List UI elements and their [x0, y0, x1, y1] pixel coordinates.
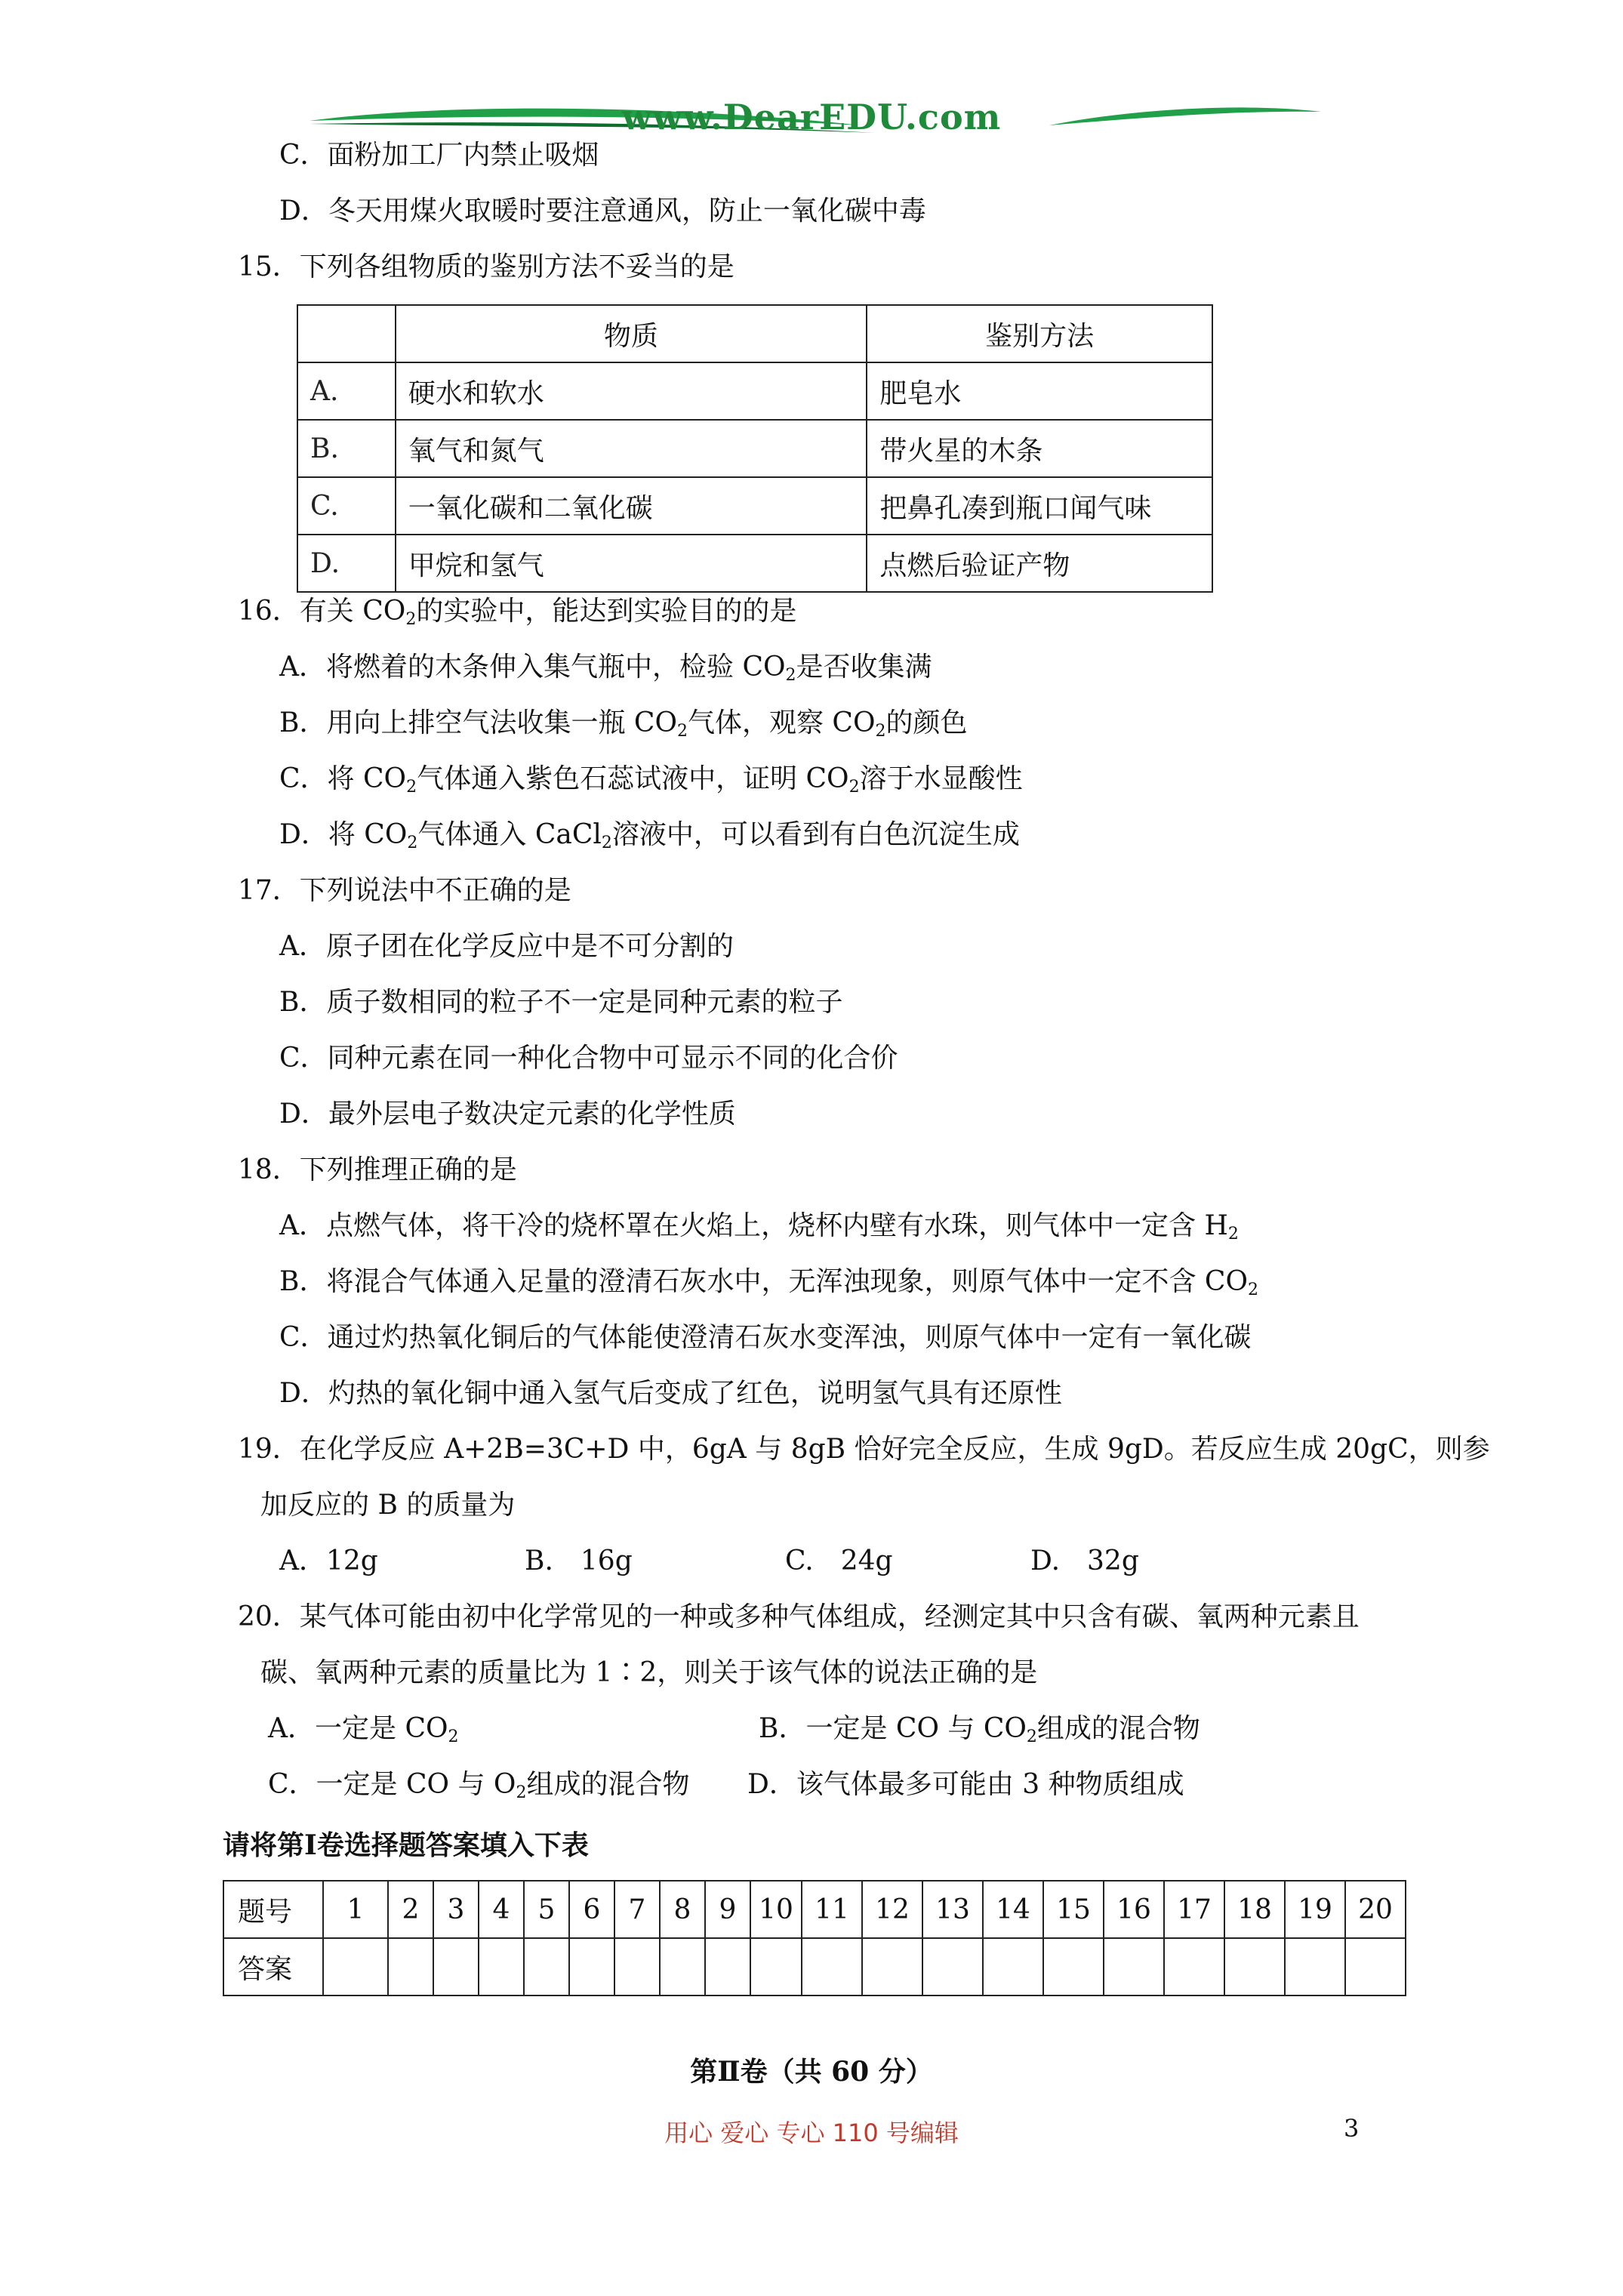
section2-title: 第Ⅱ卷（共 60 分） [690, 2056, 933, 2088]
table-cell [297, 305, 396, 362]
table-header-substance: 物质 [396, 305, 867, 362]
q19-stem-line1: 19．在化学反应 A+2B=3C+D 中，6gA 与 8gB 恰好完全反应，生成 9gD。若反应生成 20gC，则参 [238, 1434, 1490, 1465]
answer-input-cell[interactable] [1285, 1938, 1345, 1996]
q20-option-d: D．该气体最多可能由 3 种物质组成 [747, 1769, 1184, 1800]
answer-table [223, 1880, 1406, 1996]
answer-number-cell: 13 [922, 1881, 983, 1938]
q16-stem: 16．有关 $CO_2$的实验中，能达到实验目的的是 [238, 596, 797, 629]
q18-option-b: B．将混合气体通入足量的澄清石灰水中，无浑浊现象，则原气体中一定不含 $CO_2$ [279, 1266, 1258, 1299]
answer-number-cell: 16 [1104, 1881, 1164, 1938]
answer-number-cell: 11 [802, 1881, 862, 1938]
table-cell: 把鼻孔凑到瓶口闻气味 [867, 477, 1212, 535]
answer-input-cell[interactable] [479, 1938, 524, 1996]
answer-input-cell[interactable] [1224, 1938, 1285, 1996]
answer-table-header-answer: 答案 [223, 1938, 323, 1996]
answer-number-cell: 12 [862, 1881, 922, 1938]
answer-number-cell: 1 [323, 1881, 388, 1938]
q17-stem: 17．下列说法中不正确的是 [238, 875, 571, 906]
answer-number-cell: 19 [1285, 1881, 1345, 1938]
q20-option-b: B．一定是 CO 与 $CO_2$组成的混合物 [759, 1713, 1200, 1746]
table-cell: 氧气和氮气 [396, 420, 867, 477]
answer-number-cell: 4 [479, 1881, 524, 1938]
answer-input-cell[interactable] [802, 1938, 862, 1996]
q18-stem: 18．下列推理正确的是 [238, 1154, 517, 1185]
q19-option-d: D. 32g [1030, 1546, 1139, 1576]
table-cell: B. [297, 420, 396, 477]
answer-input-cell[interactable] [922, 1938, 983, 1996]
answer-input-cell[interactable] [750, 1938, 802, 1996]
table-cell: 带火星的木条 [867, 420, 1212, 477]
answer-number-cell: 2 [388, 1881, 433, 1938]
answer-input-cell[interactable] [983, 1938, 1043, 1996]
q16-option-c: C．将 $CO_2$气体通入紫色石蕊试液中，证明 $CO_2$溶于水显酸性 [279, 763, 1023, 797]
q15-table [297, 304, 1213, 593]
answer-number-cell: 20 [1345, 1881, 1406, 1938]
answer-input-cell[interactable] [660, 1938, 705, 1996]
footer-slogan: 用心 爱心 专心 110 号编辑 [664, 2119, 959, 2147]
q19-option-c: C. 24g [785, 1546, 893, 1576]
table-row [223, 1881, 1406, 1938]
q19-option-b: B. 16g [525, 1546, 633, 1576]
table-row [297, 477, 1212, 535]
table-cell: 甲烷和氢气 [396, 535, 867, 592]
answer-input-cell[interactable] [614, 1938, 660, 1996]
q17-option-b: B．质子数相同的粒子不一定是同种元素的粒子 [279, 987, 843, 1018]
answer-input-cell[interactable] [705, 1938, 750, 1996]
table-header-method: 鉴别方法 [867, 305, 1212, 362]
answer-number-cell: 8 [660, 1881, 705, 1938]
answer-number-cell: 18 [1224, 1881, 1285, 1938]
answer-input-cell[interactable] [1164, 1938, 1224, 1996]
q20-option-c: C．一定是 CO 与 $O_2$组成的混合物 [268, 1769, 690, 1802]
page-number: 3 [1344, 2114, 1360, 2143]
header-site: www.DearEDU.com [621, 97, 1002, 137]
q16-option-a: A．将燃着的木条伸入集气瓶中，检验 $CO_2$是否收集满 [279, 652, 932, 685]
q17-option-a: A．原子团在化学反应中是不可分割的 [279, 931, 734, 962]
q14-option-c: C．面粉加工厂内禁止吸烟 [279, 140, 599, 171]
answer-input-cell[interactable] [433, 1938, 479, 1996]
table-cell: 肥皂水 [867, 362, 1212, 420]
answer-input-cell[interactable] [1345, 1938, 1406, 1996]
q16-option-d: D．将 $CO_2$气体通入 CaCl$_2$溶液中，可以看到有白色沉淀生成 [279, 819, 1020, 852]
answer-input-cell[interactable] [524, 1938, 569, 1996]
answer-input-cell[interactable] [569, 1938, 614, 1996]
table-cell: 点燃后验证产物 [867, 535, 1212, 592]
table-cell: C. [297, 477, 396, 535]
q18-option-c: C．通过灼热氧化铜后的气体能使澄清石灰水变浑浊，则原气体中一定有一氧化碳 [279, 1322, 1252, 1353]
q16-option-b: B．用向上排空气法收集一瓶 $CO_2$气体，观察 $CO_2$的颜色 [279, 707, 968, 741]
answer-number-cell: 3 [433, 1881, 479, 1938]
table-row [297, 420, 1212, 477]
answer-number-cell: 5 [524, 1881, 569, 1938]
table-cell: 一氧化碳和二氧化碳 [396, 477, 867, 535]
table-cell: A. [297, 362, 396, 420]
q19-stem-line2: 加反应的 B 的质量为 [260, 1490, 516, 1521]
q18-option-a: A．点燃气体，将干冷的烧杯罩在火焰上，烧杯内壁有水珠，则气体中一定含 $H_2$ [279, 1210, 1239, 1244]
answer-number-cell: 17 [1164, 1881, 1224, 1938]
answer-number-cell: 14 [983, 1881, 1043, 1938]
table-row [297, 362, 1212, 420]
table-row [223, 1938, 1406, 1996]
answer-input-cell[interactable] [862, 1938, 922, 1996]
table-cell: D. [297, 535, 396, 592]
answer-input-cell[interactable] [323, 1938, 388, 1996]
answer-number-cell: 10 [750, 1881, 802, 1938]
answer-input-cell[interactable] [1043, 1938, 1104, 1996]
q14-option-d: D．冬天用煤火取暖时要注意通风，防止一氧化碳中毒 [279, 196, 926, 227]
q20-stem-line2: 碳、氧两种元素的质量比为 1∶2，则关于该气体的说法正确的是 [260, 1657, 1038, 1688]
q17-option-c: C．同种元素在同一种化合物中可显示不同的化合价 [279, 1043, 898, 1074]
answer-table-header-number: 题号 [223, 1881, 323, 1938]
answer-number-cell: 9 [705, 1881, 750, 1938]
q18-option-d: D．灼热的氧化铜中通入氢气后变成了红色，说明氢气具有还原性 [279, 1378, 1062, 1409]
answer-input-cell[interactable] [1104, 1938, 1164, 1996]
answer-number-cell: 6 [569, 1881, 614, 1938]
answer-input-cell[interactable] [388, 1938, 433, 1996]
table-row [297, 305, 1212, 362]
answer-number-cell: 15 [1043, 1881, 1104, 1938]
q15-stem: 15．下列各组物质的鉴别方法不妥当的是 [238, 251, 735, 282]
q17-option-d: D．最外层电子数决定元素的化学性质 [279, 1099, 736, 1130]
q20-option-a: A．一定是 $CO_2$ [268, 1713, 459, 1746]
q19-option-a: A．12g [279, 1546, 378, 1576]
answer-number-cell: 7 [614, 1881, 660, 1938]
table-cell: 硬水和软水 [396, 362, 867, 420]
answer-table-instruction: 请将第Ⅰ卷选择题答案填入下表 [223, 1829, 589, 1861]
table-row [297, 535, 1212, 592]
q20-stem-line1: 20．某气体可能由初中化学常见的一种或多种气体组成，经测定其中只含有碳、氧两种元素且 [238, 1601, 1360, 1632]
